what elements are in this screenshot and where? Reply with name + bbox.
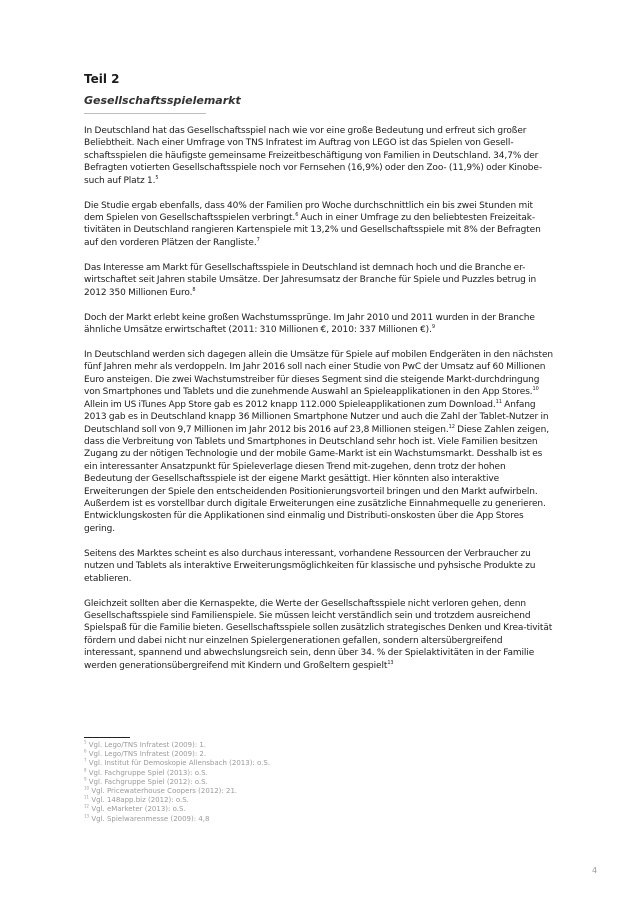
- footnote-ref: 8: [192, 286, 196, 293]
- page-number: 4: [592, 866, 598, 875]
- footnote: $^6$ Vgl. Lego/TNS Infratest (2009): 2.: [84, 748, 207, 759]
- paragraph: In Deutschland hat das Gesellschaftsspiel nach wie vor eine große Bedeutung und erfreut sich großer Beliebtheit. Nach einer Umfrage von TNS Infratest im Auftrag von LEGO ist das Spielen von Gesell-schaftsspielen die häufigste gemeinsame Freizeitbeschäftigung von Familien in Deutschland. 34,7% der Befragten votierten Gesellschaftsspiele noch vor Fernsehen (16,9%) oder den Zoo- (11,9%) oder Kinobe-such auf Platz 1.$^5$: [84, 126, 543, 186]
- footnote: $^8$ Vgl. Fachgruppe Spiel (2013): o.S.: [84, 767, 208, 777]
- footnote: $^7$ Vgl. Institut für Demoskopie Allensbach (2013): o.S.: [84, 758, 271, 768]
- footnote-ref: 5: [155, 174, 159, 181]
- footnote-ref: 13: [387, 659, 394, 666]
- paragraph: In Deutschland werden sich dagegen allein die Umsätze für Spiele auf mobilen Endgeräten in den nächsten fünf Jahren mehr als verdoppeln. Im Jahr 2016 soll nach einer Studie von PwC der Umsatz auf 60 Millionen Euro ansteigen. Die zwei Wachstumstreiber für dieses Segment sind die steigende Markt-durchdringung von Smartphones und Tablets und die zunehmende Auswahl an Spieleapplikationen in den App Stores.$^{10}$ Allein im US iTunes App Store gab es 2012 knapp 112.000 Spieleapplikationen zum Download.$^{11}$ Anfang 2013 gab es in Deutschland knapp 36 Millionen Smartphone Nutzer und auch die Zahl der Tablet-Nutzer in Deutschland soll von 9,7 Millionen im Jahr 2012 bis 2016 auf 23,8 Millionen steigen.$^{12}$ Diese Zahlen zeigen, dass die Verbreitung von Tablets und Smartphones in Deutschland sehr hoch ist. Viele Familien besitzen Zugang zu der nötigen Technologie und der mobile Game-Markt ist ein Wachstumsmarkt. Desshalb ist es ein interessanter Ansatzpunkt für Spieleverlage diesen Trend mit-zugehen, denn trotz der hohen Bedeutung der Gesellschaftsspiele ist der eigene Markt gesättigt. Hier könnten also interaktive Erweiterungen der Spiele den entscheidenden Positionierungsvorteil bringen und den Markt aufwirbeln. Außerdem ist es vorstellbar durch digitale Erweiterungen eine zusätzliche Einnahmequelle zu generieren. Entwicklungskosten für die Applikationen sind einmalig und Distributi-onskosten über die App Stores gering.: [84, 350, 553, 534]
- paragraph: Das Interesse am Markt für Gesellschaftsspiele in Deutschland ist demnach hoch und die Branche er-wirtschaftet seit Jahren stabile Umsätze. Der Jahresumsatz der Branche für Spiele und Puzzles betrug in 2012 350 Millionen Euro.$^8$: [84, 262, 537, 298]
- footnote-ref: 9: [431, 324, 435, 331]
- footnote-divider: [84, 737, 130, 738]
- footnote-list: [84, 741, 384, 824]
- footnote-ref: 6: [295, 212, 299, 219]
- footnote: $^9$ Vgl. Fachgruppe Spiel (2012): o.S.: [84, 776, 208, 786]
- footnote: $^{13}$ Vgl. Spielwarenmesse (2009): 4,8: [84, 813, 210, 823]
- footnote: $^{12}$ Vgl. eMarketer (2013): o.S.: [84, 804, 186, 814]
- paragraph: Die Studie ergab ebenfalls, dass 40% der Familien pro Woche durchschnittlich ein bis zwei Stunden mit dem Spielen von Gesellschaftsspielen verbringt.$^6$ Auch in einer Umfrage zu den beliebtesten Freizeitak-tivitäten in Deutschland rangieren Kartenspiele mit 13,2% und Gesellschaftsspiele mit 8% der Befragten auf den vorderen Plätzen der Rangliste.$^7$: [84, 200, 541, 248]
- footnote: $^{10}$ Vgl. Pricewaterhouse Coopers (2012): 21.: [84, 785, 238, 796]
- paragraph: Seitens des Marktes scheint es also durchaus interessant, vorhandene Ressourcen der Verbraucher zu nutzen und Tablets als interaktive Erweiterungsmöglichkeiten für klassische und pyhsische Produkte zu etablieren.: [84, 548, 536, 584]
- paragraph: Doch der Markt erlebt keine großen Wachstumssprünge. Im Jahr 2010 und 2011 wurden in der Branche ähnliche Umsätze erwirtschaftet (2011: 310 Millionen €, 2010: 337 Millionen €).$^9$: [84, 312, 535, 336]
- footnote-ref: 12: [448, 423, 455, 430]
- footnote: $^{11}$ Vgl. 148app.biz (2012): o.S.: [84, 794, 189, 805]
- section-subheading: Gesellschaftsspielemarkt: [84, 94, 206, 114]
- body-text: [84, 125, 554, 685]
- paragraph: Gleichzeit sollten aber die Kernaspekte, die Werte der Gesellschaftsspiele nicht verloren gehen, denn Gesellschaftsspiele sind Familienspiele. Sie müssen leicht verständlich sein und trotzdem ausreichend Spielspaß für die Familie bieten. Gesellschaftsspiele sollen zusätzlich strategisches Denken und Krea-tivität fördern und dabei nicht nur einzelnen Spielergenerationen gefallen, sondern altersübergreifend interessant, spannend und abwechslungsreich sein, denn über 34. % der Spielaktivitäten in der Familie werden generationsübergreifend mit Kindern und Großeltern gespielt$^{13}$: [84, 598, 553, 671]
- part-heading: Teil 2: [84, 72, 120, 86]
- footnote: $^5$ Vgl. Lego/TNS Infratest (2009): 1.: [84, 739, 207, 749]
- footnote-ref: 7: [256, 236, 260, 243]
- footnote-ref: 11: [495, 398, 502, 405]
- footnote-ref: 10: [532, 386, 539, 393]
